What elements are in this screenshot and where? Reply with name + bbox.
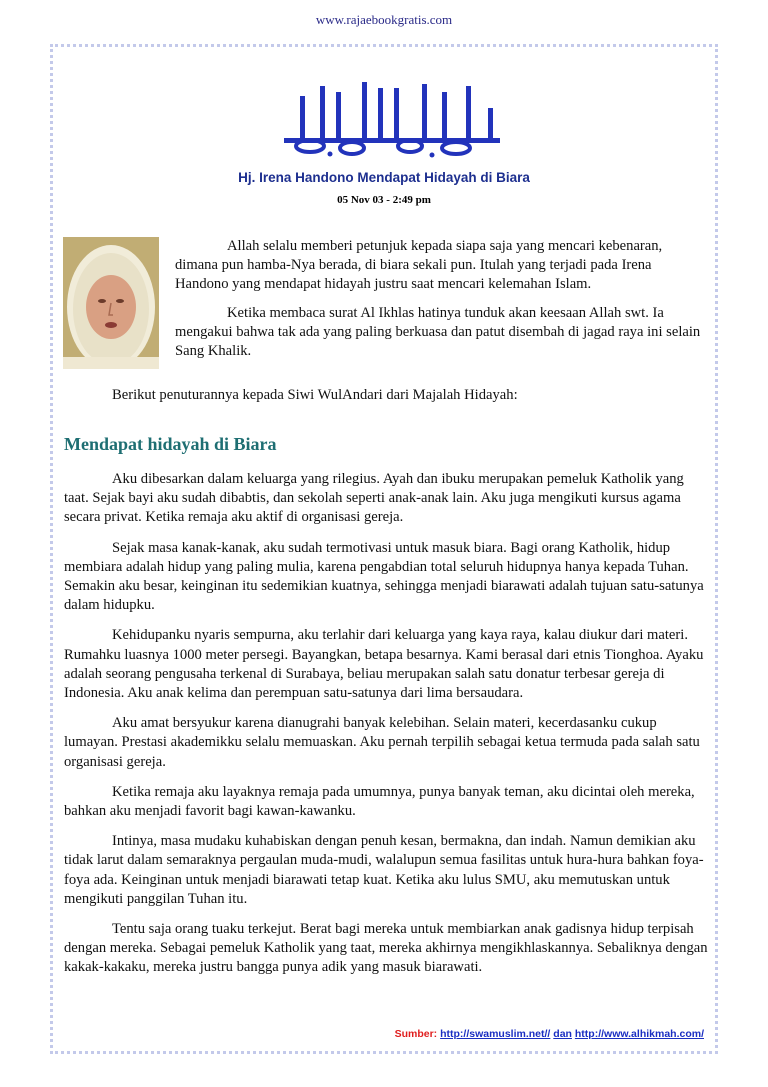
article-title: Hj. Irena Handono Mendapat Hidayah di Biara [238,170,530,185]
body-paragraph: Kehidupanku nyaris sempurna, aku terlahir dari keluarga yang kaya raya, kalau diukur dari materi. Rumahku luasnya 1000 meter persegi. Bayangkan, betapa besarnya. Kami berasal dari etnis Tionghoa. Ayaku adalah seorang pengusaha terkenal di Surabaya, beliau merupakan salah satu donatur terbesar gereja di Indonesia. Aku anak kelima dan perempuan satu-satunya dari lima bersaudara. [64,627,704,702]
site-url: www.rajaebookgratis.com [315,12,453,27]
source-label: Sumber: [394,1028,438,1040]
author-photo [63,237,159,369]
body-paragraph: Ketika remaja aku layaknya remaja pada umumnya, punya banyak teman, aku dicintai oleh mereka, bahkan aku menjadi favorit bagi kawan-kawanku. [64,783,695,820]
body-paragraph: Tentu saja orang tuaku terkejut. Berat bagi mereka untuk membiarkan anak gadisnya hidup terpisah dengan mereka. Sebagai pemeluk Katholik yang taat, mereka akhirnya mengikhlaskannya. Sebaliknya dengan kakak-kakaku, mereka justru bangga punya adik yang masuk biarawati. [64,921,708,976]
basmala-calligraphy [270,78,510,160]
body-paragraph: Aku amat bersyukur karena dianugrahi banyak kelebihan. Selain materi, kecerdasanku cukup lumayan. Prestasi akademikku selalu memuaskan. Aku pernah terpilih sebagai ketua termuda pada salah satu organisasi gereja. [64,715,700,770]
source-footer [395,1028,704,1040]
body-paragraph: Sejak masa kanak-kanak, aku sudah termotivasi untuk masuk biara. Bagi orang Katholik, hidup membiara adalah hidup yang paling mulia, karena pengabdian total seluruh hidupnya hanya kepada Tuhan. Semakin aku besar, keinginan itu sedemikian kuatnya, sehingga menjadi biarawati adalah tujuan satu-satunya dalam hidupku. [64,539,704,614]
article-date: 05 Nov 03 - 2:49 pm [337,194,431,206]
body-paragraph: Intinya, masa mudaku kuhabiskan dengan penuh kesan, bermakna, dan indah. Namun demikian aku tidak larut dalam semaraknya pergaulan muda-mudi, walalupun semua fasilitas untuk hura-hura bahkan foya-foya ada. Keinginan untuk menjadi biarawati tetap kuat. Ketika aku lulus SMU, aku memutuskan untuk mengikuti panggilan Tuhan itu. [64,833,704,907]
source-connector: dan [553,1028,572,1040]
intro-paragraph: Ketika membaca surat Al Ikhlas hatinya tunduk akan keesaan Allah swt. Ia mengakui bahwa tak ada yang paling berkuasa dan patut disembah di jagad raya ini selain Sang Khalik. [175,304,701,360]
body-paragraph: Aku dibesarkan dalam keluarga yang rilegius. Ayah dan ibuku merupakan pemeluk Katholik yang taat. Sejak bayi aku sudah dibabtis, dan sekolah seperti anak-anak lain. Aku juga mengikuti kursus agama secara privat. Ketika remaja aku aktif di organisasi gereja. [64,471,684,526]
source-link-alhikmah[interactable]: http://www.alhikmah.com/ [574,1028,704,1040]
intro-paragraph: Allah selalu memberi petunjuk kepada siapa saja yang mencari kebenaran, dimana pun hamba-Nya berada, di biara sekali pun. Itulah yang terjadi pada Irena Handono yang mendapat hidayah justru saat mencari kelemahan Islam. [175,238,663,293]
intro-text [175,237,705,370]
lead-paragraph: Berikut penuturannya kepada Siwi WulAndari dari Majalah Hidayah: [112,387,518,403]
article-body [64,470,712,989]
section-heading: Mendapat hidayah di Biara [64,434,277,454]
source-link-swamuslim[interactable]: http://swamuslim.net// [440,1028,551,1040]
